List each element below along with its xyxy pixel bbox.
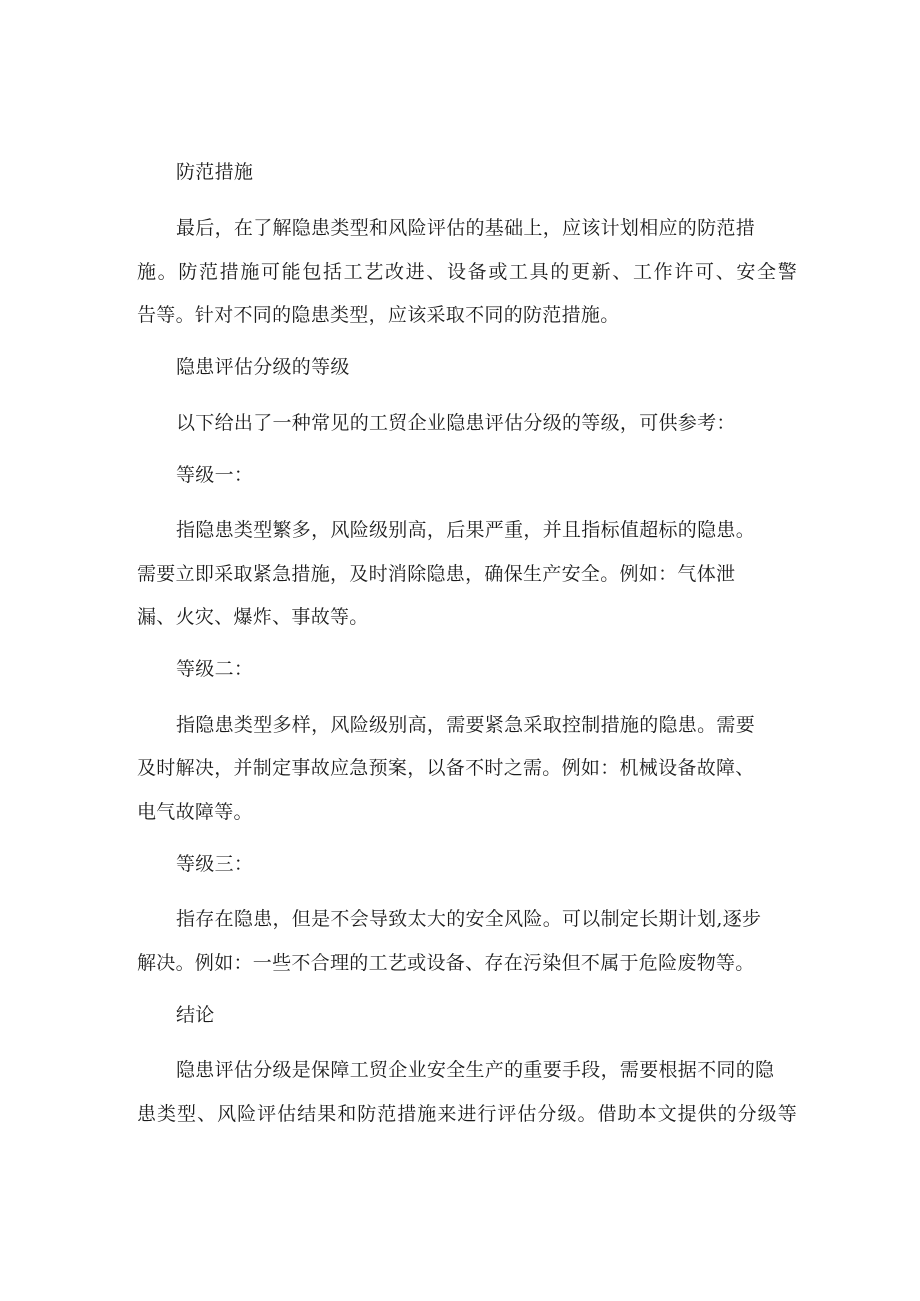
- paragraph-line: 漏、火灾、爆炸、事故等。: [137, 606, 369, 628]
- section-heading-prevention: 防范措施: [176, 161, 254, 183]
- paragraph-line: 解决。例如：一些不合理的工艺或设备、存在污染但不属于危险废物等。: [137, 952, 755, 974]
- level-three-label: 等级三：: [176, 853, 254, 875]
- paragraph-line: 隐患评估分级是保障工贸企业安全生产的重要手段，需要根据不同的隐: [176, 1059, 775, 1081]
- section-heading-grading: 隐患评估分级的等级: [176, 356, 350, 378]
- paragraph-line: 患类型、风险评估结果和防范措施来进行评估分级。借助本文提供的分级等: [137, 1103, 797, 1125]
- level-one-label: 等级一：: [176, 464, 254, 486]
- paragraph-intro: 以下给出了一种常见的工贸企业隐患评估分级的等级，可供参考：: [176, 412, 736, 434]
- paragraph-line: 指存在隐患，但是不会导致太大的安全风险。可以制定长期计划,逐步: [176, 908, 762, 930]
- level-two-label: 等级二：: [176, 658, 254, 680]
- section-heading-conclusion: 结论: [176, 1004, 215, 1026]
- paragraph-line: 指隐患类型繁多，风险级别高，后果严重，并且指标值超标的隐患。: [176, 519, 756, 541]
- paragraph-line: 指隐患类型多样，风险级别高，需要紧急采取控制措施的隐患。需要: [176, 714, 756, 736]
- paragraph-line: 告等。针对不同的隐患类型，应该采取不同的防范措施。: [137, 304, 620, 326]
- paragraph-line: 电气故障等。: [137, 801, 253, 823]
- paragraph-line: 及时解决，并制定事故应急预案，以备不时之需。例如：机械设备故障、: [137, 757, 755, 779]
- paragraph-line: 需要立即采取紧急措施，及时消除隐患，确保生产安全。例如：气体泄: [137, 563, 736, 585]
- paragraph-line: 施。防范措施可能包括工艺改进、设备或工具的更新、工作许可、安全警: [137, 261, 797, 283]
- paragraph-line: 最后，在了解隐患类型和风险评估的基础上，应该计划相应的防范措: [176, 217, 756, 239]
